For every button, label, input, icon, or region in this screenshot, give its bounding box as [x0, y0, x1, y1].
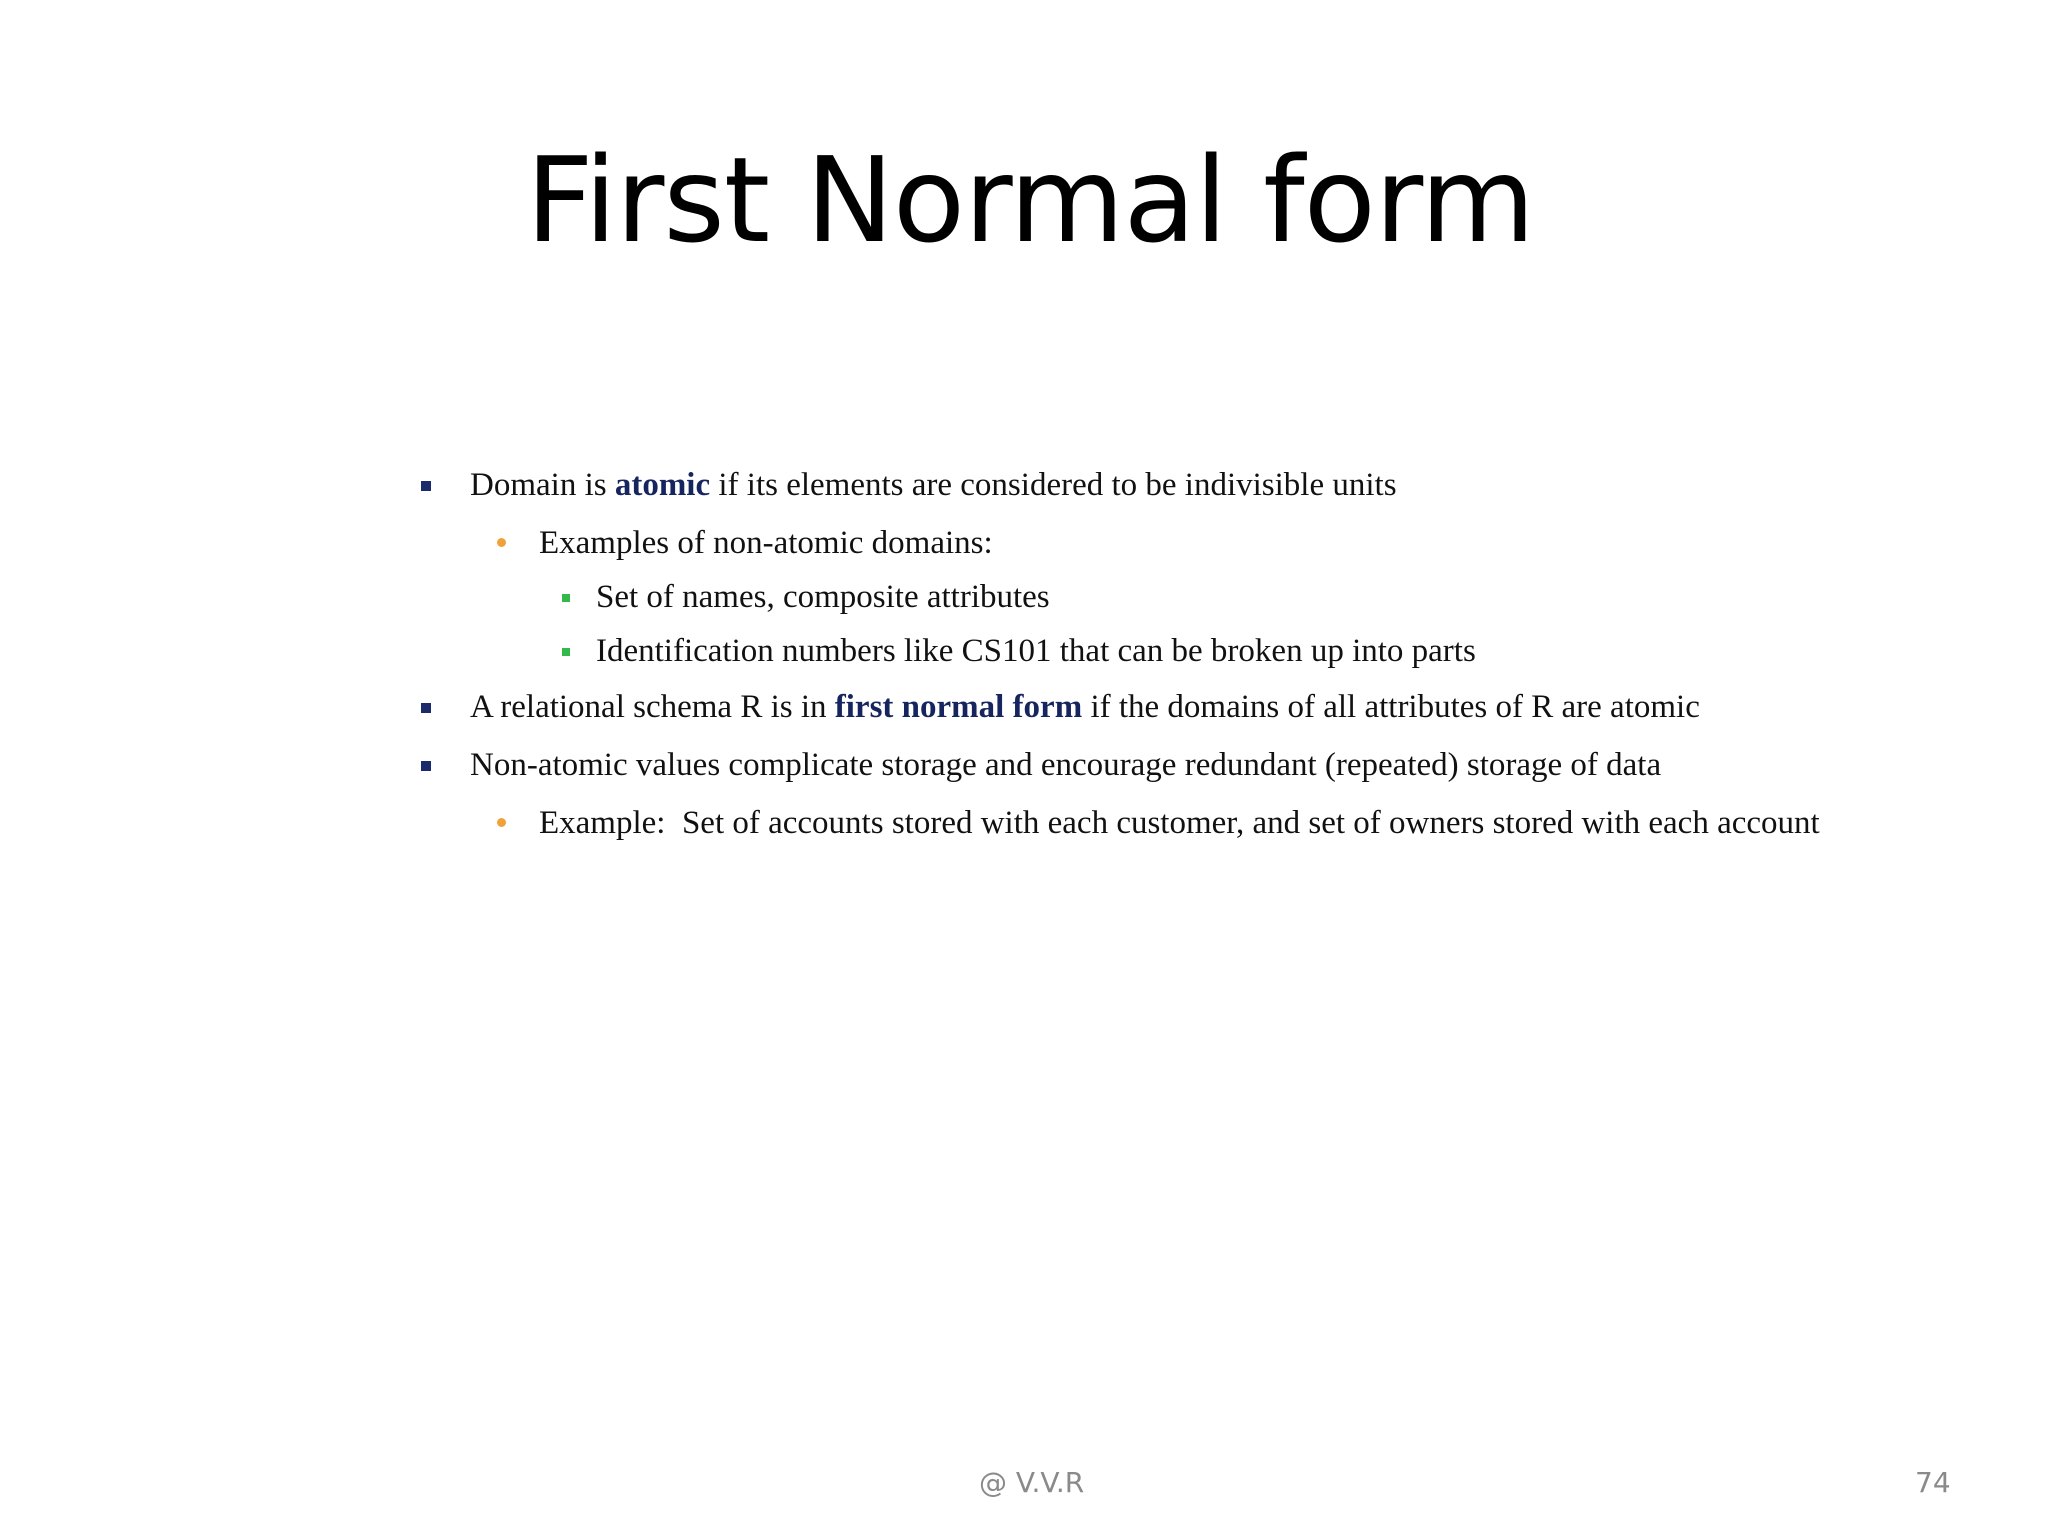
bullet-text-3: Set of names, composite attributes — [596, 579, 1050, 615]
slide-title: First Normal form — [525, 131, 1535, 269]
bullet-text-1 — [470, 465, 1397, 505]
bullet-text-segment: if the domains of all attributes of R are atomic — [1082, 689, 1700, 725]
bullet-text-2: Examples of non-atomic domains: — [539, 525, 993, 561]
dot-bullet-icon — [497, 818, 506, 827]
bullet-text-segment: Domain is — [470, 467, 615, 503]
page-number: 74 — [1915, 1466, 1951, 1499]
square-bullet-icon — [421, 761, 431, 771]
square-bullet-icon — [562, 594, 570, 602]
term-atomic: atomic — [614, 467, 711, 503]
bullet-text-4: Identification numbers like CS101 that can be broken up into parts — [596, 633, 1476, 669]
square-bullet-icon — [421, 481, 431, 491]
footer-author: @ V.V.R — [979, 1466, 1085, 1499]
dot-bullet-icon — [497, 538, 506, 547]
bullet-text-6: Non-atomic values complicate storage and encourage redundant (repeated) storage of data — [470, 747, 1662, 783]
bullet-text-5 — [470, 687, 1700, 727]
term-first-normal-form: first normal form — [834, 689, 1083, 725]
square-bullet-icon — [421, 703, 431, 713]
bullet-text-7: Example: Set of accounts stored with each customer, and set of owners stored with each account — [539, 805, 1820, 841]
bullet-text-segment: if its elements are considered to be indivisible units — [710, 467, 1397, 503]
bullet-text-segment: A relational schema R is in — [470, 689, 835, 725]
square-bullet-icon — [562, 648, 570, 656]
